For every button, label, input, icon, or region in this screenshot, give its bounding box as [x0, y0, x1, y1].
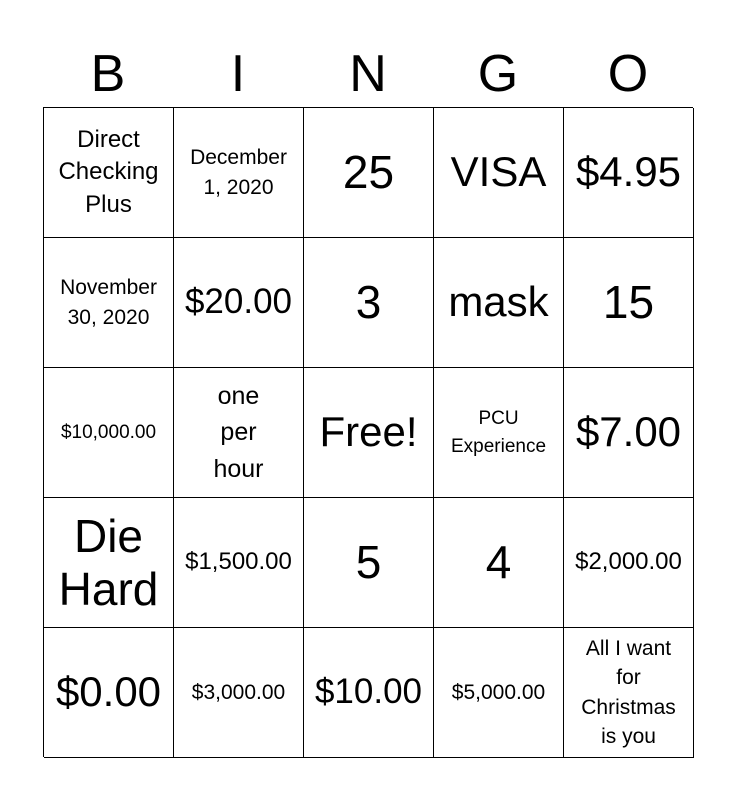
header-letter-b: B	[90, 45, 126, 103]
cell-text: $2,000.00	[575, 548, 682, 576]
cell-text: $20.00	[184, 282, 293, 322]
cell-text: $0.00	[55, 668, 162, 716]
bingo-cell-g4[interactable]	[434, 498, 564, 628]
cell-text: 5	[355, 536, 382, 589]
bingo-header	[43, 40, 693, 108]
cell-text: 3	[355, 276, 382, 329]
header-letter-g: G	[477, 45, 519, 103]
cell-text: 25	[342, 146, 395, 199]
cell-text: $10.00	[314, 672, 423, 712]
cell-text: $1,500.00	[185, 548, 292, 576]
bingo-cell-o3[interactable]	[564, 368, 694, 498]
cell-text: $3,000.00	[191, 680, 286, 704]
bingo-cell-g5[interactable]	[434, 628, 564, 758]
cell-text: $7.00	[575, 408, 682, 456]
bingo-cell-b2[interactable]	[44, 238, 174, 368]
bingo-cell-n3[interactable]	[304, 368, 434, 498]
header-letter-i: I	[230, 45, 246, 103]
bingo-cell-i1[interactable]	[174, 108, 304, 238]
bingo-cell-i4[interactable]	[174, 498, 304, 628]
bingo-cell-o4[interactable]	[564, 498, 694, 628]
bingo-cell-i5[interactable]	[174, 628, 304, 758]
bingo-cell-n4[interactable]	[304, 498, 434, 628]
cell-text: PCU Experience	[450, 407, 547, 457]
cell-text: mask	[448, 278, 549, 326]
cell-text: one per hour	[213, 382, 264, 483]
header-letter-o: O	[607, 45, 649, 103]
bingo-cell-o5[interactable]	[564, 628, 694, 758]
cell-text: $10,000.00	[60, 421, 157, 443]
bingo-cell-b1[interactable]	[44, 108, 174, 238]
bingo-cell-b3[interactable]	[44, 368, 174, 498]
cell-text: December 1, 2020	[190, 146, 287, 199]
bingo-cell-b5[interactable]	[44, 628, 174, 758]
bingo-cell-g3[interactable]	[434, 368, 564, 498]
bingo-cell-g2[interactable]	[434, 238, 564, 368]
cell-text: November 30, 2020	[60, 276, 157, 329]
cell-text: Die Hard	[58, 509, 159, 615]
cell-text: Free!	[319, 408, 418, 456]
bingo-board	[43, 107, 693, 757]
header-letter-n: N	[349, 45, 387, 103]
bingo-cell-n1[interactable]	[304, 108, 434, 238]
bingo-cell-i2[interactable]	[174, 238, 304, 368]
bingo-cell-g1[interactable]	[434, 108, 564, 238]
bingo-cell-b4[interactable]	[44, 498, 174, 628]
cell-text: All I want for Christmas is you	[581, 636, 676, 748]
bingo-cell-o1[interactable]	[564, 108, 694, 238]
bingo-cell-n5[interactable]	[304, 628, 434, 758]
cell-text: Direct Checking Plus	[58, 125, 159, 218]
cell-text: VISA	[450, 148, 547, 196]
cell-text: $4.95	[575, 148, 682, 196]
bingo-cell-o2[interactable]	[564, 238, 694, 368]
bingo-cell-n2[interactable]	[304, 238, 434, 368]
cell-text: 4	[485, 536, 512, 589]
cell-text: $5,000.00	[451, 680, 546, 704]
bingo-cell-i3[interactable]	[174, 368, 304, 498]
cell-text: 15	[602, 276, 655, 329]
